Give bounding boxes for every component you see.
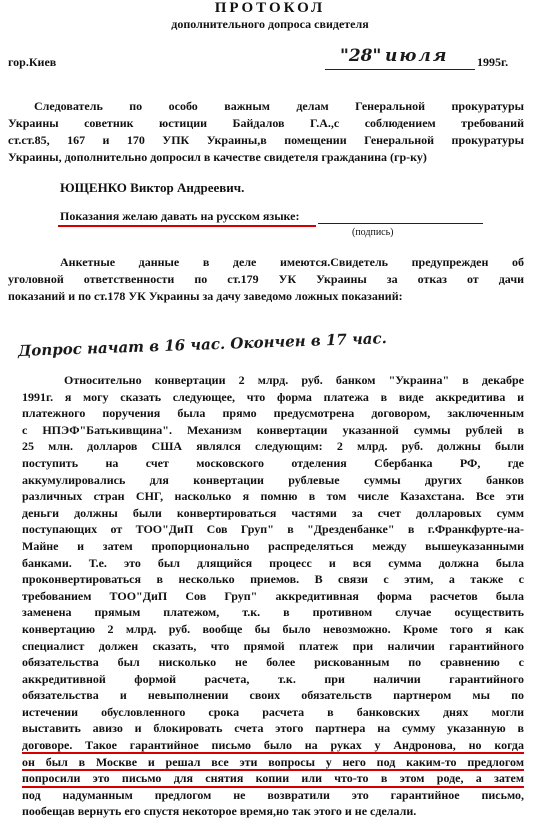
body-line: аккредитивной формой расчета, т.к. при наличии гарантийного bbox=[22, 671, 524, 686]
warning-line: уголовной ответственности по ст.179 УК Украины за отказ от дачи bbox=[8, 272, 524, 286]
signature-label: (подпись) bbox=[352, 227, 394, 238]
warning-line: показаний и по ст.178 УК Украины за дачу заведомо ложных показаний: bbox=[8, 289, 403, 303]
body-line: специалист должен сказать, что прямой платеж при наличии гарантийного bbox=[22, 638, 524, 653]
body-line: 1991г. я могу сказать следующее, что форма платежа в виде аккредитива и bbox=[22, 389, 524, 404]
body-line: под надуманным предлогом не возвратили это гарантийное письмо, bbox=[22, 787, 524, 802]
body-line: договоре. Такое гарантийное письмо было на руках у Андронова, но когда bbox=[22, 738, 524, 753]
body-line: различных стран СНГ, насколько я помню в том числе Казахстана. Все эти bbox=[22, 489, 524, 504]
body-line: Майне и затем пропорционально распределяться между вышеуказанными bbox=[22, 538, 524, 553]
city-label: гор.Киев bbox=[8, 55, 57, 69]
body-line: он был в Москве и решал все эти вопросы у него под каким-то предлогом bbox=[22, 754, 524, 769]
body-line: обязательства и невыполнении своих обязательств партнером мы по bbox=[22, 688, 524, 703]
red-underline-language bbox=[58, 225, 316, 227]
body-line: 25 млн. долларов США являлся следующим: 2 млрд. руб. должны были bbox=[22, 439, 524, 454]
body-line: поступить на счет московского отделения Сбербанка РФ, где bbox=[22, 455, 524, 470]
body-line: аккумулировались для конвертации рублевые суммы других банков bbox=[22, 472, 524, 487]
intro-line: ст.ст.85, 167 и 170 УПК Украины,в помещении Генеральной прокуратуры bbox=[8, 133, 524, 147]
red-underline bbox=[22, 769, 524, 771]
handwritten-interrogation-time: Допрос начат в 16 час. Окончен в 17 час. bbox=[17, 329, 388, 360]
body-line: требованием ТОО"ДиП Сов Груп" аккредитивная форма расчетов была bbox=[22, 588, 524, 603]
body-line: выставить авизо и блокировать счета этого партнера на сумму указанную в bbox=[22, 721, 524, 736]
date-year: 1995г. bbox=[477, 55, 509, 69]
body-line: истечении обусловленного срока расчета в банковских днях могли bbox=[22, 704, 524, 719]
body-line: конвертацию 2 млрд. руб. вообще бы было невозможно. Кроме того я как bbox=[22, 621, 524, 636]
body-line: пообещав вернуть его спустя некоторое время,но так этого и не сделали. bbox=[22, 804, 417, 819]
body-line: деньги должны были конвертироваться частями за счет долларовых сумм bbox=[22, 505, 524, 520]
body-line: обязательства был нисколько не более рискованным по сравнению с bbox=[22, 655, 524, 670]
witness-name: ЮЩЕНКО Виктор Андреевич. bbox=[60, 180, 245, 195]
signature-line bbox=[318, 223, 483, 224]
red-underline bbox=[22, 786, 524, 788]
document-subtitle: дополнительного допроса свидетеля bbox=[171, 17, 369, 31]
intro-paragraph bbox=[8, 98, 524, 166]
body-line: банками. Т.е. это был длящийся процесс и вся сумма должна была bbox=[22, 555, 524, 570]
body-line: поступающих от ТОО"ДиП Сов Груп" в "Дрезденбанке" в г.Франкфурте-на- bbox=[22, 522, 524, 537]
date-underline bbox=[325, 69, 475, 70]
date-month-handwritten: июля bbox=[385, 46, 449, 66]
intro-line: Украины, дополнительно допросил в качестве свидетеля гражданина (гр-ку) bbox=[8, 150, 427, 164]
language-statement: Показания желаю давать на русском языке: bbox=[60, 209, 300, 223]
body-line: Относительно конвертации 2 млрд. руб. банком "Украина" в декабре bbox=[64, 373, 524, 387]
warning-paragraph bbox=[8, 254, 524, 305]
document-title: ПРОТОКОЛ bbox=[214, 0, 326, 16]
date-day-handwritten: "28" bbox=[340, 46, 382, 66]
intro-line: Украины советник юстиции Байдалов Г.А.,с соблюдением требований bbox=[8, 116, 524, 130]
body-line: попросили это письмо для снятия копии или что-то в этом роде, а затем bbox=[22, 771, 524, 786]
red-underline bbox=[22, 752, 524, 754]
body-line: платежного поручения была прямо предусмотрена договором, заключенным bbox=[22, 406, 524, 421]
intro-line: Следователь по особо важным делам Генеральной прокуратуры bbox=[34, 99, 524, 113]
warning-line: Анкетные данные в деле имеются.Свидетель предупрежден об bbox=[60, 255, 524, 269]
body-line: с НПЭФ"Батькивщина". Механизм конвертации указанной суммы рублей в bbox=[22, 422, 524, 437]
body-line: заменена прямым платежом, т.к. в противном случае осуществить bbox=[22, 605, 524, 620]
body-line: проконвертироваться в несколько приемов. В связи с этим, а также с bbox=[22, 572, 524, 587]
